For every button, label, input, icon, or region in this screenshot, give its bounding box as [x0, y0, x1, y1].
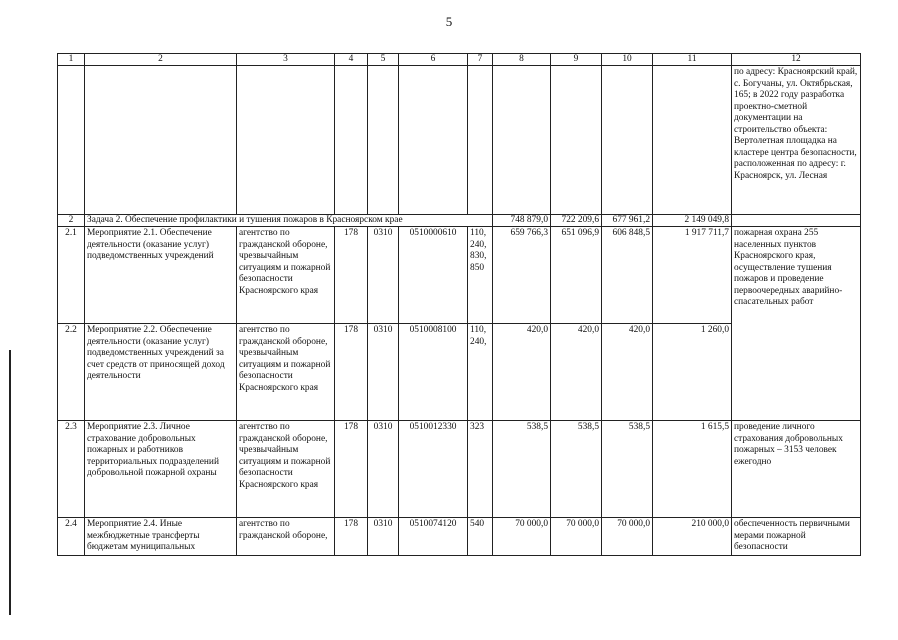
expected-result: обеспеченность первичными мерами пожарной безопасности — [732, 518, 861, 556]
csr-code: 0510074120 — [399, 518, 468, 556]
measure-name: Мероприятие 2.4. Иные межбюджетные трансферты бюджетам муниципальных — [85, 518, 237, 556]
measure-name: Мероприятие 2.3. Личное страхование добровольных пожарных и работников территориальных подразделений добровольной пожарной охраны — [85, 421, 237, 518]
col-header: 4 — [335, 54, 368, 66]
task-title: Задача 2. Обеспечение профилактики и тушения пожаров в Красноярском крае — [85, 215, 493, 227]
col-header: 9 — [551, 54, 602, 66]
total-value: 1 615,5 — [653, 421, 732, 518]
vr-code: 540 — [468, 518, 493, 556]
grbs-code: 178 — [335, 518, 368, 556]
col-header: 6 — [399, 54, 468, 66]
task-year1: 748 879,0 — [493, 215, 551, 227]
carryover-row — [58, 66, 861, 215]
row-number: 2.3 — [58, 421, 85, 518]
grbs-code: 178 — [335, 421, 368, 518]
rzpr-code: 0310 — [368, 227, 399, 324]
rzpr-code: 0310 — [368, 518, 399, 556]
csr-code: 0510008100 — [399, 324, 468, 421]
col-header: 1 — [58, 54, 85, 66]
year1-value: 659 766,3 — [493, 227, 551, 324]
grbs-code: 178 — [335, 227, 368, 324]
col-header: 10 — [602, 54, 653, 66]
grbs-code: 178 — [335, 324, 368, 421]
task-total: 2 149 049,8 — [653, 215, 732, 227]
expected-result: проведение личного страхования добровольных пожарных – 3153 человек ежегодно — [732, 421, 861, 518]
responsible-agency: агентство по гражданской обороне, чрезвычайным ситуациям и пожарной безопасности Красноярского края — [237, 421, 335, 518]
year3-value: 420,0 — [602, 324, 653, 421]
year2-value: 538,5 — [551, 421, 602, 518]
total-value: 1 917 711,7 — [653, 227, 732, 324]
task-year2: 722 209,6 — [551, 215, 602, 227]
col-header: 11 — [653, 54, 732, 66]
responsible-agency: агентство по гражданской обороне, чрезвычайным ситуациям и пожарной безопасности Красноярского края — [237, 227, 335, 324]
year2-value: 420,0 — [551, 324, 602, 421]
row-number: 2.4 — [58, 518, 85, 556]
year3-value: 538,5 — [602, 421, 653, 518]
total-value: 210 000,0 — [653, 518, 732, 556]
page-number: 5 — [445, 14, 453, 29]
vr-code: 110, 240, 830, 850 — [468, 227, 493, 324]
responsible-agency: агентство по гражданской обороне, — [237, 518, 335, 556]
task-row — [58, 215, 861, 227]
table-row — [58, 421, 861, 518]
year2-value: 651 096,9 — [551, 227, 602, 324]
year1-value: 420,0 — [493, 324, 551, 421]
year3-value: 70 000,0 — [602, 518, 653, 556]
year3-value: 606 848,5 — [602, 227, 653, 324]
rzpr-code: 0310 — [368, 324, 399, 421]
margin-line — [9, 350, 11, 615]
year1-value: 70 000,0 — [493, 518, 551, 556]
responsible-agency: агентство по гражданской обороне, чрезвычайным ситуациям и пожарной безопасности Красноярского края — [237, 324, 335, 421]
rzpr-code: 0310 — [368, 421, 399, 518]
col-header: 8 — [493, 54, 551, 66]
vr-code: 323 — [468, 421, 493, 518]
row-number: 2.2 — [58, 324, 85, 421]
row-number: 2.1 — [58, 227, 85, 324]
measure-name: Мероприятие 2.2. Обеспечение деятельности (оказание услуг) подведомственных учреждений за счет средств от приносящей доход деятельности — [85, 324, 237, 421]
task-number: 2 — [58, 215, 85, 227]
col-header: 3 — [237, 54, 335, 66]
year2-value: 70 000,0 — [551, 518, 602, 556]
col-header: 7 — [468, 54, 493, 66]
expected-result: пожарная охрана 255 населенных пунктов Красноярского края, осуществление тушения пожаров и проведение первоочередных аварийно-спасательных работ — [732, 227, 861, 421]
year1-value: 538,5 — [493, 421, 551, 518]
task-year3: 677 961,2 — [602, 215, 653, 227]
carryover-note: по адресу: Красноярский край, с. Богучаны, ул. Октябрьская, 165; в 2022 году разработка проектно-сметной документации на строительство объекта: Вертолетная площадка на кластере центра безопасности, расположенная по адресу: г. Красноярск, ул. Лесная — [732, 66, 861, 215]
table-row — [58, 227, 861, 324]
column-number-row — [58, 54, 861, 66]
program-table — [57, 53, 861, 556]
col-header: 12 — [732, 54, 861, 66]
vr-code: 110, 240, — [468, 324, 493, 421]
csr-code: 0510000610 — [399, 227, 468, 324]
table-row — [58, 518, 861, 556]
csr-code: 0510012330 — [399, 421, 468, 518]
measure-name: Мероприятие 2.1. Обеспечение деятельности (оказание услуг) подведомственных учреждений — [85, 227, 237, 324]
total-value: 1 260,0 — [653, 324, 732, 421]
col-header: 2 — [85, 54, 237, 66]
col-header: 5 — [368, 54, 399, 66]
